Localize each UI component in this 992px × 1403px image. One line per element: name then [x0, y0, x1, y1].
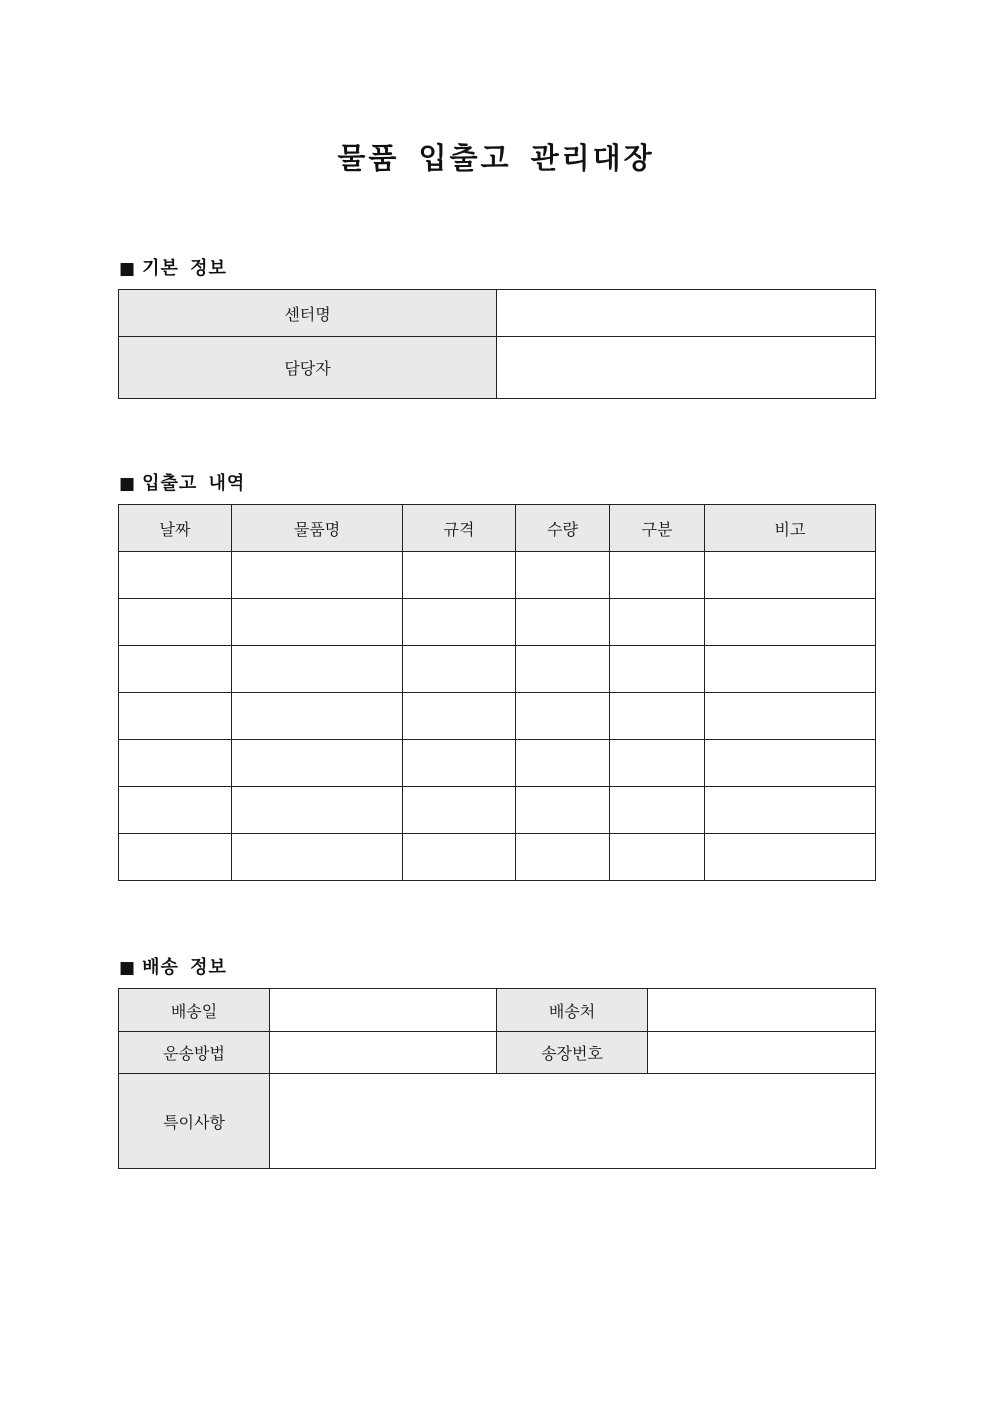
column-header-type: 구분	[610, 505, 705, 552]
square-bullet-icon: ■	[119, 259, 137, 279]
square-bullet-icon: ■	[119, 474, 137, 494]
cell-type[interactable]	[610, 599, 705, 646]
table-row	[119, 787, 876, 834]
destination-label: 배송처	[497, 989, 648, 1032]
cell-type[interactable]	[610, 646, 705, 693]
table-row	[119, 834, 876, 881]
cell-remarks[interactable]	[705, 787, 876, 834]
cell-spec[interactable]	[403, 599, 516, 646]
cell-item-name[interactable]	[232, 740, 403, 787]
cell-remarks[interactable]	[705, 599, 876, 646]
cell-remarks[interactable]	[705, 693, 876, 740]
cell-type[interactable]	[610, 834, 705, 881]
cell-spec[interactable]	[403, 834, 516, 881]
cell-quantity[interactable]	[516, 552, 610, 599]
delivery-info-table	[118, 988, 876, 1169]
column-header-spec: 규격	[403, 505, 516, 552]
column-header-date: 날짜	[119, 505, 232, 552]
shipping-method-field[interactable]	[270, 1032, 497, 1074]
shipping-method-label: 운송방법	[119, 1032, 270, 1074]
column-header-quantity: 수량	[516, 505, 610, 552]
column-header-item-name: 물품명	[232, 505, 403, 552]
cell-quantity[interactable]	[516, 787, 610, 834]
invoice-number-label: 송장번호	[497, 1032, 648, 1074]
cell-quantity[interactable]	[516, 646, 610, 693]
cell-quantity[interactable]	[516, 693, 610, 740]
invoice-number-field[interactable]	[648, 1032, 876, 1074]
cell-date[interactable]	[119, 646, 232, 693]
table-row	[119, 1032, 876, 1074]
cell-date[interactable]	[119, 599, 232, 646]
table-row	[119, 290, 876, 337]
cell-quantity[interactable]	[516, 599, 610, 646]
cell-spec[interactable]	[403, 646, 516, 693]
cell-spec[interactable]	[403, 552, 516, 599]
cell-item-name[interactable]	[232, 646, 403, 693]
delivery-date-field[interactable]	[270, 989, 497, 1032]
center-name-field[interactable]	[497, 290, 876, 337]
table-row	[119, 552, 876, 599]
cell-spec[interactable]	[403, 740, 516, 787]
cell-item-name[interactable]	[232, 552, 403, 599]
special-notes-field[interactable]	[270, 1074, 876, 1169]
inout-history-table	[118, 504, 876, 881]
cell-item-name[interactable]	[232, 693, 403, 740]
square-bullet-icon: ■	[119, 958, 137, 978]
table-row	[119, 740, 876, 787]
cell-spec[interactable]	[403, 693, 516, 740]
section-title-delivery: 배송 정보	[142, 957, 227, 978]
basic-info-table	[118, 289, 876, 399]
table-row	[119, 1074, 876, 1169]
manager-field[interactable]	[497, 337, 876, 399]
section-heading-delivery	[119, 953, 227, 979]
cell-date[interactable]	[119, 693, 232, 740]
manager-label: 담당자	[119, 337, 497, 399]
cell-type[interactable]	[610, 740, 705, 787]
destination-field[interactable]	[648, 989, 876, 1032]
delivery-date-label: 배송일	[119, 989, 270, 1032]
center-name-label: 센터명	[119, 290, 497, 337]
special-notes-label: 특이사항	[119, 1074, 270, 1169]
cell-item-name[interactable]	[232, 834, 403, 881]
table-row	[119, 693, 876, 740]
cell-date[interactable]	[119, 834, 232, 881]
table-header-row	[119, 505, 876, 552]
section-heading-inout	[119, 469, 245, 495]
column-header-remarks: 비고	[705, 505, 876, 552]
section-title-inout: 입출고 내역	[142, 473, 246, 494]
cell-remarks[interactable]	[705, 834, 876, 881]
table-row	[119, 337, 876, 399]
section-title-basic: 기본 정보	[142, 258, 227, 279]
cell-remarks[interactable]	[705, 646, 876, 693]
cell-date[interactable]	[119, 552, 232, 599]
cell-remarks[interactable]	[705, 552, 876, 599]
cell-type[interactable]	[610, 552, 705, 599]
table-row	[119, 646, 876, 693]
table-row	[119, 599, 876, 646]
cell-date[interactable]	[119, 787, 232, 834]
cell-type[interactable]	[610, 787, 705, 834]
cell-type[interactable]	[610, 693, 705, 740]
cell-quantity[interactable]	[516, 740, 610, 787]
cell-item-name[interactable]	[232, 599, 403, 646]
cell-spec[interactable]	[403, 787, 516, 834]
table-row	[119, 989, 876, 1032]
section-heading-basic	[119, 254, 227, 280]
cell-quantity[interactable]	[516, 834, 610, 881]
cell-date[interactable]	[119, 740, 232, 787]
cell-remarks[interactable]	[705, 740, 876, 787]
page-title: 물품 입출고 관리대장	[337, 141, 655, 175]
cell-item-name[interactable]	[232, 787, 403, 834]
